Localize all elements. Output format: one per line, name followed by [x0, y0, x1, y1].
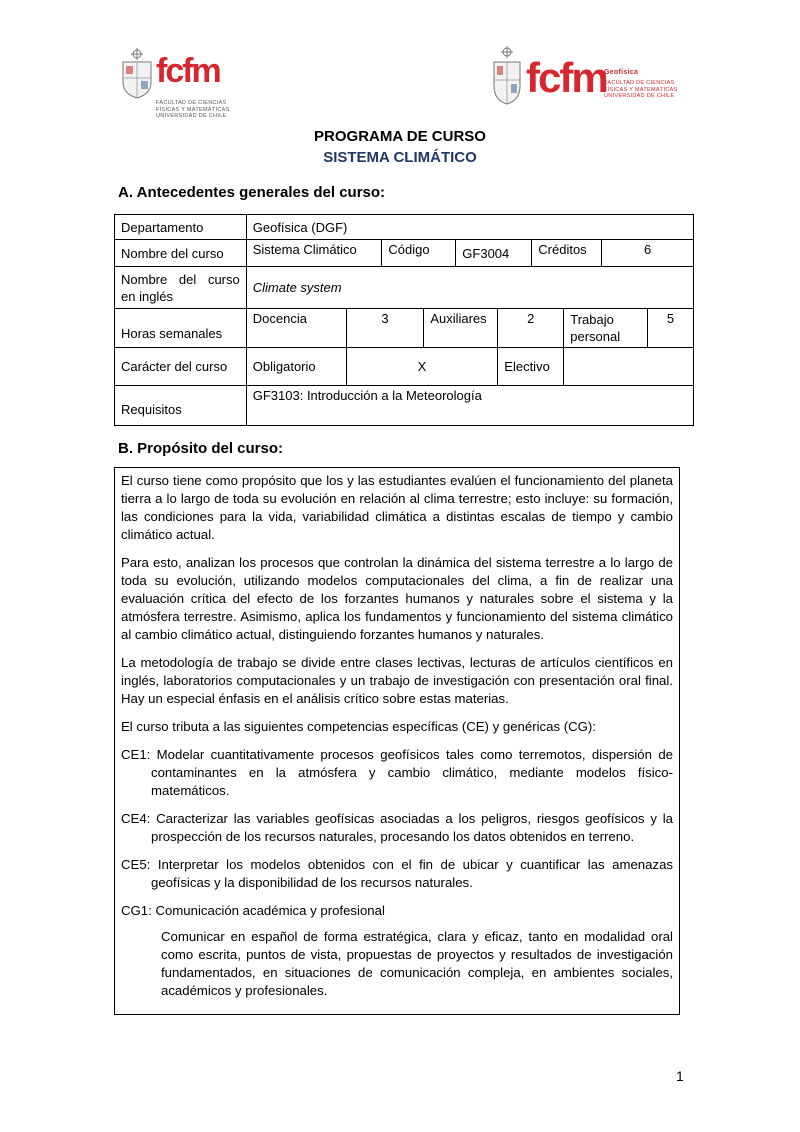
department-label: Departamento — [115, 215, 247, 240]
requirements-value: GF3103: Introducción a la Meteorología — [246, 386, 693, 426]
geofisica-label: Geofísica — [604, 69, 639, 76]
teaching-label: Docencia — [246, 309, 346, 348]
university-crest-icon — [492, 46, 522, 108]
section-b-heading: B. Propósito del curso: — [118, 440, 284, 457]
requirements-label: Requisitos — [115, 386, 247, 426]
fcfm-wordmark: fcfm — [156, 52, 220, 90]
elective-label: Electivo — [498, 348, 564, 386]
section-a-heading: A. Antecedentes generales del curso: — [118, 184, 386, 201]
auxiliary-label: Auxiliares — [424, 309, 498, 348]
mandatory-mark: X — [346, 348, 498, 386]
competency-cg1: CG1: Comunicación académica y profesional — [121, 903, 385, 918]
mandatory-label: Obligatorio — [246, 348, 346, 386]
personal-work-label: Trabajo personal — [564, 309, 648, 348]
fcfm-logo-left — [120, 48, 240, 128]
code-label: Código — [382, 240, 456, 267]
auxiliary-value: 2 — [498, 309, 564, 348]
course-type-label: Carácter del curso — [115, 348, 247, 386]
competency-ce4: CE4: Caracterizar las variables geofísicas asociadas a los peligros, riesgos geofísicos y la prospección de los recursos naturales, procesando los datos obtenidos en terreno. — [121, 811, 673, 844]
credits-label: Créditos — [532, 240, 602, 267]
general-info-table — [114, 214, 694, 426]
weekly-hours-label: Horas semanales — [115, 309, 247, 348]
teaching-value: 3 — [346, 309, 424, 348]
course-name-value: Sistema Climático — [246, 240, 382, 267]
personal-work-value: 5 — [648, 309, 694, 348]
credits-value: 6 — [602, 240, 694, 267]
english-name-label: Nombre del curso en inglés — [115, 267, 247, 309]
department-value: Geofísica (DGF) — [246, 215, 693, 240]
english-name-value: Climate system — [246, 267, 693, 309]
university-crest-icon — [120, 48, 154, 100]
elective-mark — [564, 348, 694, 386]
competency-ce1: CE1: Modelar cuantitativamente procesos geofísicos tales como terremotos, dispersión de contaminantes en la atmósfera y cambio climático, mediante modelos físico-matemáticos. — [121, 747, 673, 798]
purpose-box — [114, 467, 680, 1015]
purpose-paragraph: El curso tributa a las siguientes competencias específicas (CE) y genéricas (CG): — [121, 719, 596, 734]
faculty-subtitle: FACULTAD DE CIENCIAS FÍSICAS Y MATEMÁTICAS UNIVERSIDAD DE CHILE — [604, 80, 678, 99]
fcfm-geofisica-logo — [492, 46, 682, 112]
cg1-description: Comunicar en español de forma estratégica, clara y eficaz, tanto en modalidad oral como escrita, puntos de vista, propuestas de proyectos y resultados de investigación fundamentados, en situaciones de comunicación compleja, en ambientes sociales, académicos y profesionales. — [161, 929, 673, 998]
fcfm-wordmark: fcfm — [526, 54, 607, 101]
page-number: 1 — [676, 1068, 684, 1084]
faculty-subtitle: FACULTAD DE CIENCIAS FÍSICAS Y MATEMÁTICAS UNIVERSIDAD DE CHILE — [156, 100, 230, 119]
code-value: GF3004 — [456, 240, 532, 267]
course-name-label: Nombre del curso — [115, 240, 247, 267]
course-title: SISTEMA CLIMÁTICO — [323, 149, 477, 166]
purpose-paragraph: La metodología de trabajo se divide entre clases lectivas, lecturas de artículos científicos en inglés, laboratorios computacionales y un trabajo de investigación con presentación oral final. Hay un especial énfasis en el análisis crítico sobre estas materias. — [121, 655, 673, 706]
purpose-paragraph: El curso tiene como propósito que los y las estudiantes evalúen el funcionamiento del planeta tierra a lo largo de toda su evolución en relación al clima terrestre; esto incluye: su formación, las condiciones para la vida, variabilidad climática a distintas escalas de tiempo y cambio climático actual. — [121, 473, 673, 542]
document-title: PROGRAMA DE CURSO — [314, 128, 486, 145]
competency-ce5: CE5: Interpretar los modelos obtenidos con el fin de ubicar y cuantificar las amenazas geofísicas y la disponibilidad de los recursos naturales. — [121, 857, 673, 890]
purpose-paragraph: Para esto, analizan los procesos que controlan la dinámica del sistema terrestre a lo largo de toda su evolución, utilizando modelos computacionales del clima, a fin de realizar una evaluación crítica del efecto de los forzantes humanos y naturales sobre el sistema y la atmósfera terrestre. Asimismo, aplica los fundamentos y funcionamiento del sistema climático al cambio climático actual, distinguiendo forzantes humanos y naturales. — [121, 555, 673, 642]
